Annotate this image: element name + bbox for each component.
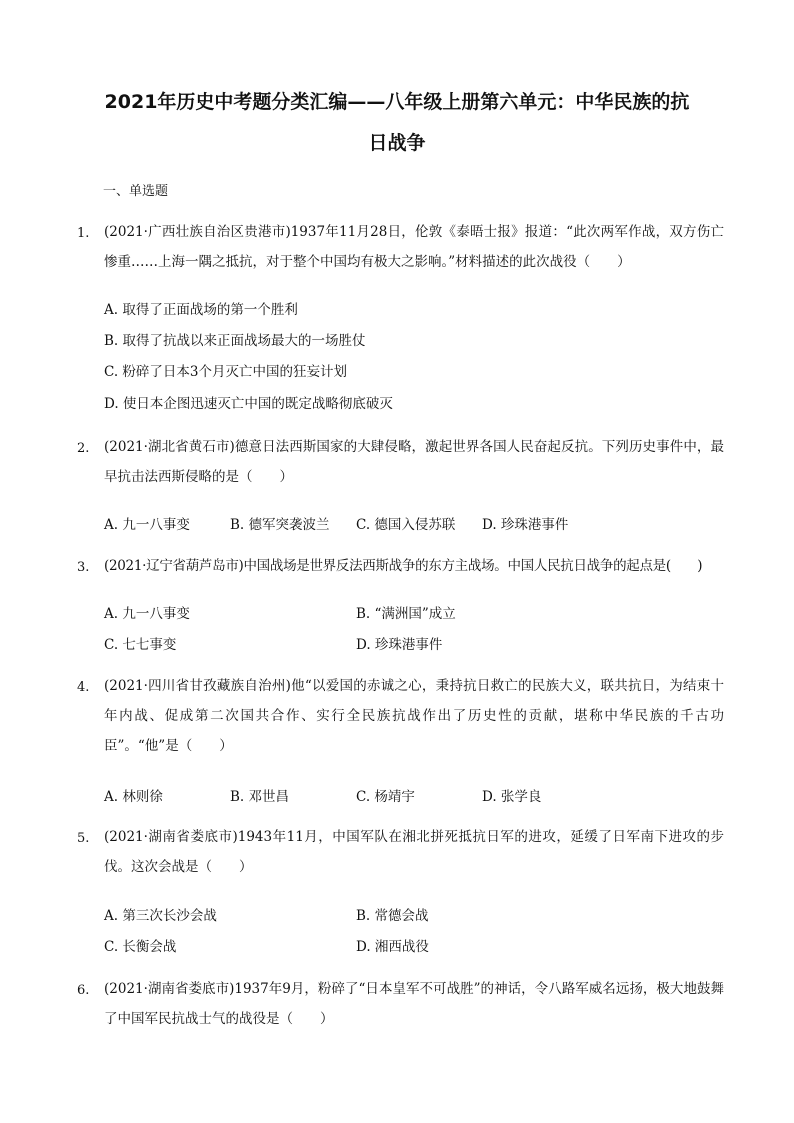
option-a[interactable]: A. 林则徐 [104,789,163,805]
question-text: (2021·四川省甘孜藏族自治州)他“以爱国的赤诚之心，秉持抗日救亡的民族大义，联共抗日，为结束十年内战、促成第二次国共合作、实行全民族抗战作出了历史性的贡献，堪称中华民族的千古功臣”。“他”是（ ） [104,678,724,754]
option-c[interactable]: C. 粉碎了日本3个月灭亡中国的狂妄计划 [104,364,348,380]
option-d[interactable]: D. 湘西战役 [356,939,429,955]
option-c[interactable]: C. 长衡会战 [104,939,177,955]
option-b[interactable]: B. 取得了抗战以来正面战场最大的一场胜仗 [104,333,366,349]
document-title [60,82,734,164]
question-number: 3. [77,560,90,575]
question-text: (2021·湖南省娄底市)1943年11月，中国军队在湘北拼死抵抗日军的进攻，延缓了日军南下进攻的步伐。这次会战是（ ） [104,829,724,875]
title-line-1: 2021年历史中考题分类汇编——八年级上册第六单元：中华民族的抗 [104,91,690,113]
question-number: 2. [77,441,90,456]
section-heading: 一、单选题 [103,184,169,199]
option-c[interactable]: C. 德国入侵苏联 [356,517,456,533]
option-c[interactable]: C. 七七事变 [104,637,177,653]
title-line-2: 日战争 [368,132,426,154]
question-number: 4. [77,680,90,695]
option-d[interactable]: D. 张学良 [482,789,542,805]
option-b[interactable]: B. “满洲国”成立 [356,606,456,622]
option-b[interactable]: B. 德军突袭波兰 [230,517,330,533]
option-d[interactable]: D. 珍珠港事件 [356,637,443,653]
question-number: 6. [77,983,90,998]
option-c[interactable]: C. 杨靖宇 [356,789,415,805]
option-d[interactable]: D. 使日本企图迅速灭亡中国的既定战略彻底破灭 [104,396,393,412]
option-a[interactable]: A. 九一八事变 [104,517,190,533]
question-text: (2021·广西壮族自治区贵港市)1937年11月28日，伦敦《泰晤士报》报道：“此次两军作战，双方伤亡惨重……上海一隅之抵抗，对于整个中国均有极大之影响。”材料描述的此次战役（ ） [104,224,724,270]
option-a[interactable]: A. 第三次长沙会战 [104,908,217,924]
question-text: (2021·辽宁省葫芦岛市)中国战场是世界反法西斯战争的东方主战场。中国人民抗日战争的起点是( ) [104,558,703,574]
question-number: 5. [77,831,90,846]
question-number: 1. [77,226,90,241]
option-d[interactable]: D. 珍珠港事件 [482,517,569,533]
question-text: (2021·湖北省黄石市)德意日法西斯国家的大肆侵略，激起世界各国人民奋起反抗。下列历史事件中，最早抗击法西斯侵略的是（ ） [104,439,724,485]
option-b[interactable]: B. 邓世昌 [230,789,290,805]
question-text: (2021·湖南省娄底市)1937年9月，粉碎了“日本皇军不可战胜”的神话，令八路军威名远扬，极大地鼓舞了中国军民抗战士气的战役是（ ） [104,981,724,1027]
option-a[interactable]: A. 九一八事变 [104,606,190,622]
option-b[interactable]: B. 常德会战 [356,908,429,924]
option-a[interactable]: A. 取得了正面战场的第一个胜利 [104,302,298,318]
